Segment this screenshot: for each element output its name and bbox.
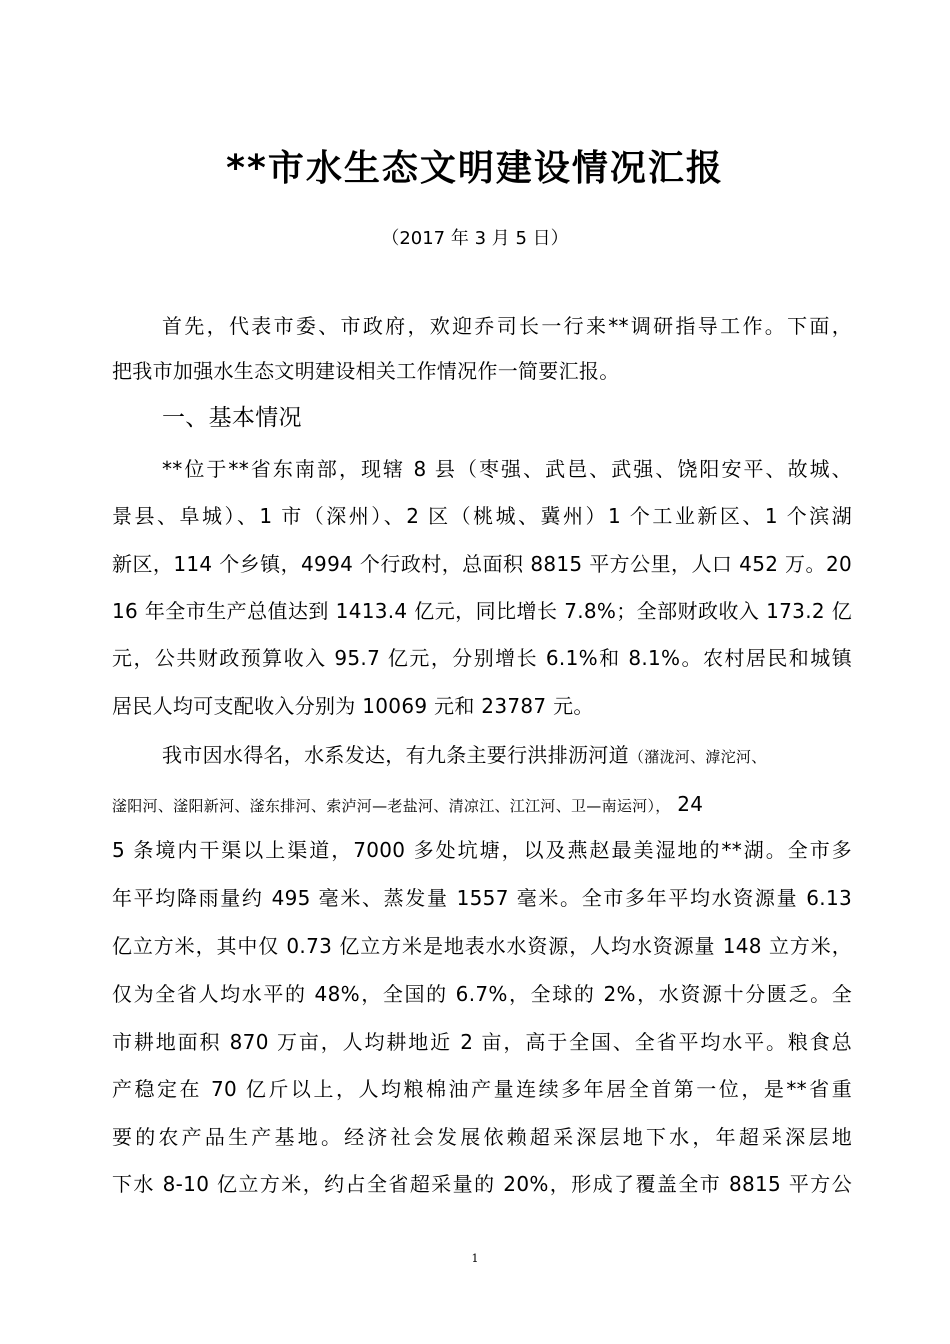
intro-line: 首先，代表市委、市政府，欢迎乔司长一行来**调研指导工作。下面， bbox=[162, 314, 852, 338]
body-line: 下水 8-10 亿立方米，约占全省超采量的 20%，形成了覆盖全市 8815 平方公 bbox=[112, 1172, 852, 1196]
body-text: 我市因水得名，水系发达，有九条主要行洪排沥河道 bbox=[162, 743, 629, 767]
body-line: 5 条境内干渠以上渠道，7000 多处坑塘，以及燕赵最美湿地的**湖。全市多 bbox=[112, 838, 852, 862]
body-line: 市耕地面积 870 万亩，人均耕地近 2 亩，高于全国、全省平均水平。粮食总 bbox=[112, 1030, 852, 1054]
body-text: 24 bbox=[670, 792, 704, 816]
body-line: 产稳定在 70 亿斤以上，人均粮棉油产量连续多年居全首第一位，是**省重 bbox=[112, 1077, 852, 1101]
document-title: **市水生态文明建设情况汇报 bbox=[226, 148, 724, 189]
body-line: 年平均降雨量约 495 毫米、蒸发量 1557 毫米。全市多年平均水资源量 6.13 bbox=[112, 886, 852, 910]
body-line: 仅为全省人均水平的 48%，全国的 6.7%，全球的 2%，水资源十分匮乏。全 bbox=[112, 982, 852, 1006]
body-line: 新区，114 个乡镇，4994 个行政村，总面积 8815 平方公里，人口 452 万。20 bbox=[112, 552, 852, 576]
intro-line: 把我市加强水生态文明建设相关工作情况作一简要汇报。 bbox=[112, 359, 620, 383]
body-line: 要的农产品生产基地。经济社会发展依赖超采深层地下水，年超采深层地 bbox=[112, 1125, 852, 1149]
document-date: （2017 年 3 月 5 日） bbox=[381, 228, 569, 249]
body-line: 16 年全市生产总值达到 1413.4 亿元，同比增长 7.8%；全部财政收入 173.2 亿 bbox=[112, 599, 852, 623]
page-number: 1 bbox=[471, 1252, 479, 1265]
river-list-text: （潴泷河、滹沱河、 bbox=[628, 748, 767, 766]
body-line: 元，公共财政预算收入 95.7 亿元，分别增长 6.1%和 8.1%。农村居民和城镇 bbox=[112, 646, 852, 670]
body-line: 亿立方米，其中仅 0.73 亿立方米是地表水水资源，人均水资源量 148 立方米， bbox=[112, 934, 852, 958]
body-line: **位于**省东南部，现辖 8 县（枣强、武邑、武强、饶阳安平、故城、 bbox=[162, 457, 852, 481]
section-heading: 一、基本情况 bbox=[162, 405, 302, 431]
body-line: 居民人均可支配收入分别为 10069 元和 23787 元。 bbox=[112, 694, 594, 718]
body-line: 景县、阜城）、1 市（深州）、2 区（桃城、冀州）1 个工业新区、1 个滨湖 bbox=[112, 504, 852, 528]
river-list-text: 滏阳河、滏阳新河、滏东排河、索泸河—老盐河、清凉江、江江河、卫—南运河）， bbox=[112, 797, 671, 815]
body-line bbox=[162, 740, 767, 772]
body-line bbox=[112, 789, 703, 821]
